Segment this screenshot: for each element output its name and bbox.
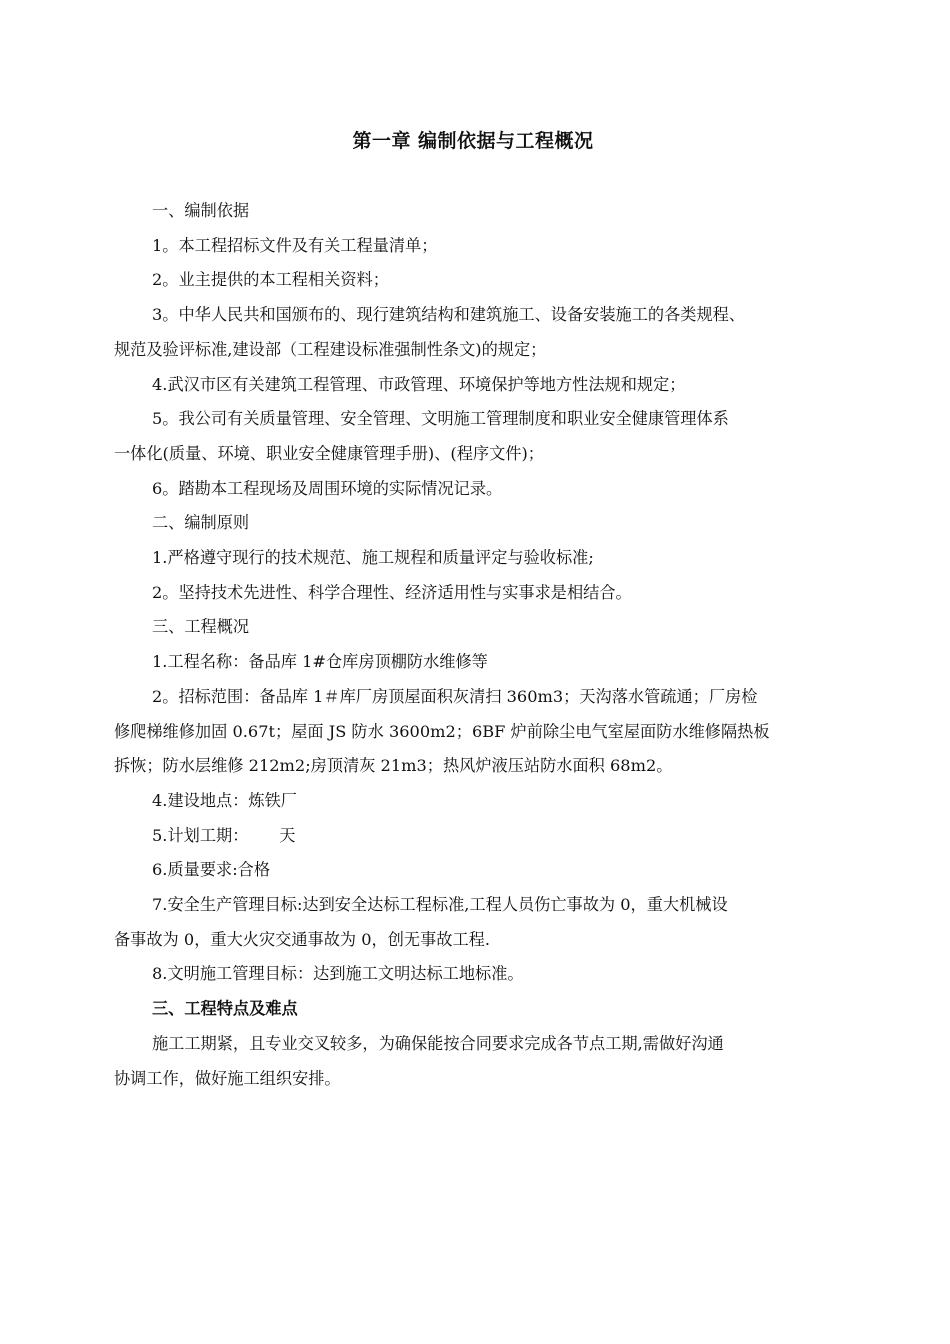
section-heading-basis: 一、编制依据 — [152, 201, 250, 220]
document-body — [114, 194, 844, 1096]
basis-item-4: 4.武汉市区有关建筑工程管理、市政管理、环境保护等地方性法规和规定； — [152, 374, 686, 394]
overview-item-2-cont-1: 修爬梯维修加固 0.67t；屋面 JS 防水 3600m2；6BF 炉前除尘电气室屋面防水维修隔热板 — [114, 721, 770, 741]
overview-item-7: 7.安全生产管理目标:达到安全达标工程标准,工程人员伤亡事故为 0，重大机械设 — [152, 895, 728, 915]
overview-item-2-cont-2: 拆恢；防水层维修 212m2;房顶清灰 21m3；热风炉液压站防水面积 68m2。 — [114, 756, 673, 776]
overview-item-1: 1.工程名称：备品库 1#仓库房顶棚防水维修等 — [152, 652, 488, 672]
overview-item-6: 6.质量要求:合格 — [152, 860, 271, 880]
basis-item-3: 3。中华人民共和国颁布的、现行建筑结构和建筑施工、设备安装施工的各类规程、 — [152, 305, 746, 325]
overview-item-4: 4.建设地点：炼铁厂 — [152, 790, 297, 810]
basis-item-3-cont: 规范及验评标准,建设部（工程建设标准强制性条文)的规定； — [114, 339, 547, 359]
overview-item-8: 8.文明施工管理目标：达到施工文明达标工地标准。 — [152, 964, 524, 984]
basis-item-2: 2。业主提供的本工程相关资料； — [152, 270, 389, 290]
overview-item-5: 5.计划工期： 天 — [152, 825, 296, 845]
section-heading-features: 三、工程特点及难点 — [152, 999, 298, 1019]
principle-item-1: 1.严格遵守现行的技术规范、施工规程和质量评定与验收标准; — [152, 548, 594, 568]
basis-item-1: 1。本工程招标文件及有关工程量清单； — [152, 235, 438, 255]
basis-item-5-cont: 一体化(质量、环境、职业安全健康管理手册)、(程序文件)； — [114, 443, 544, 463]
principle-item-2: 2。坚持技术先进性、科学合理性、经济适用性与实事求是相结合。 — [152, 582, 632, 602]
section-heading-overview: 三、工程概况 — [152, 617, 250, 637]
section-heading-principles: 二、编制原则 — [152, 513, 250, 533]
features-paragraph-cont: 协调工作，做好施工组织安排。 — [114, 1068, 341, 1088]
chapter-title: 第一章 编制依据与工程概况 — [352, 130, 594, 152]
basis-item-5: 5。我公司有关质量管理、安全管理、文明施工管理制度和职业安全健康管理体系 — [152, 409, 729, 429]
features-paragraph: 施工工期紧，且专业交叉较多，为确保能按合同要求完成各节点工期,需做好沟通 — [152, 1033, 724, 1053]
overview-item-7-cont: 备事故为 0，重大火灾交通事故为 0，创无事故工程. — [114, 929, 490, 949]
basis-item-6: 6。踏勘本工程现场及周围环境的实际情况记录。 — [152, 478, 503, 498]
overview-item-2: 2。招标范围：备品库 1＃库厂房顶屋面积灰清扫 360m3；天沟落水管疏通；厂房检 — [152, 686, 758, 706]
